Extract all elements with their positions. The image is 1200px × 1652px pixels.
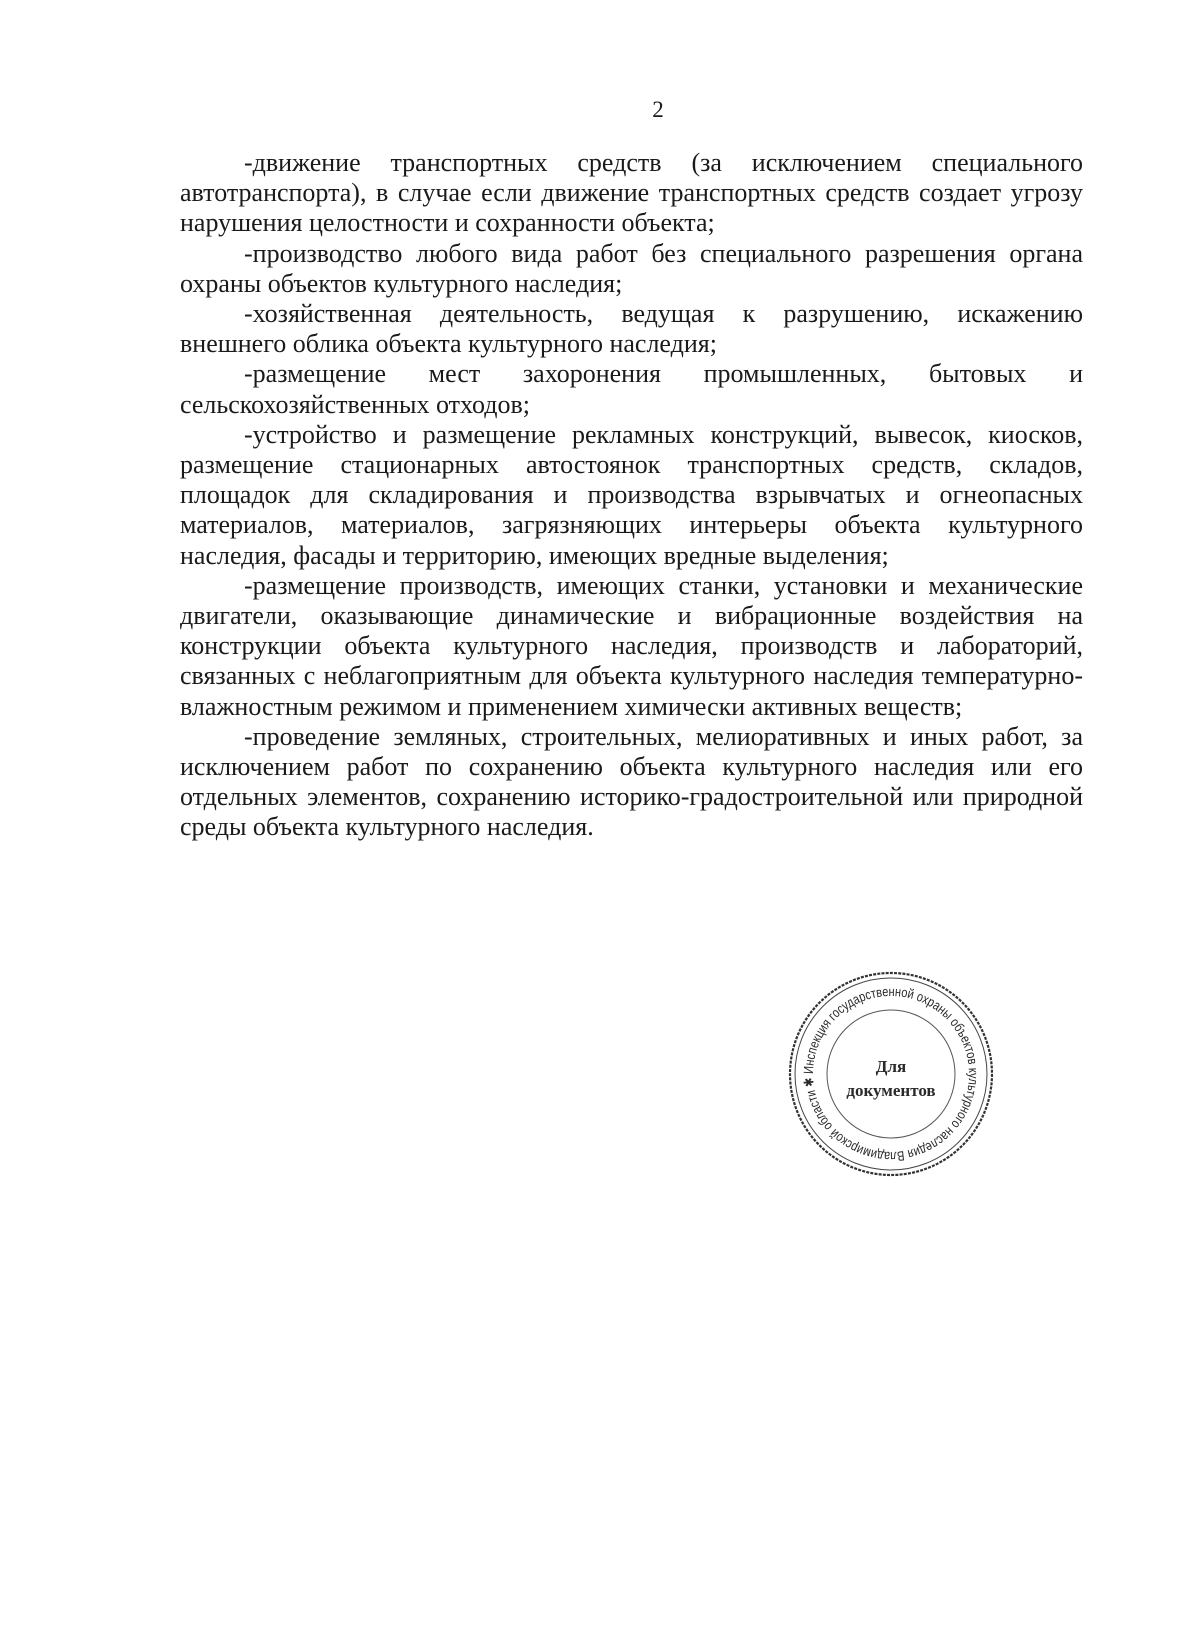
paragraph-advertising-structures: -устройство и размещение рекламных конструкций, вывесок, киосков, размещение стационарных автостоянок транспортных средств, складов, площадок для складирования и производства взрывчатых и огнеопасных материалов, материалов, загрязняющих интерьеры объекта культурного наследия, фасады и территорию, имеющих вредные выделения; — [180, 419, 1083, 570]
official-stamp — [785, 968, 997, 1180]
paragraph-production-facilities: -размещение производств, имеющих станки, установки и механические двигатели, оказывающие динамические и вибрационные воздействия на конструкции объекта культурного наследия, производств и лабораторий, связанных с неблагоприятным для объекта культурного наследия температурно-влажностным режимом и применением химически активных веществ; — [180, 570, 1083, 721]
stamp-center-line-2: документов — [846, 1081, 936, 1100]
paragraph-economic-activity: -хозяйственная деятельность, ведущая к разрушению, искажению внешнего облика объекта культурного наследия; — [180, 299, 1083, 359]
stamp-ring-text: Инспекция государственной охраны объектов культурного наследия Владимирской области ✱ — [800, 983, 982, 1165]
page-number: 2 — [652, 97, 664, 122]
paragraph-earth-works: -проведение земляных, строительных, мелиоративных и иных работ, за исключением работ по сохранению объекта культурного наследия или его отдельных элементов, сохранению историко-градостроительной или природной среды объекта культурного наследия. — [180, 721, 1083, 842]
document-body — [180, 148, 1083, 843]
paragraph-vehicle-traffic: -движение транспортных средств (за исключением специального автотранспорта), в случае если движение транспортных средств создает угрозу нарушения целостности и сохранности объекта; — [180, 148, 1083, 238]
paragraph-waste-disposal: -размещение мест захоронения промышленных, бытовых и сельскохозяйственных отходов; — [180, 359, 1083, 419]
stamp-center-line-1: Для — [875, 1057, 907, 1076]
paragraph-works-without-permit: -производство любого вида работ без специального разрешения органа охраны объектов культурного наследия; — [180, 238, 1083, 298]
stamp-seal-icon — [785, 968, 997, 1180]
